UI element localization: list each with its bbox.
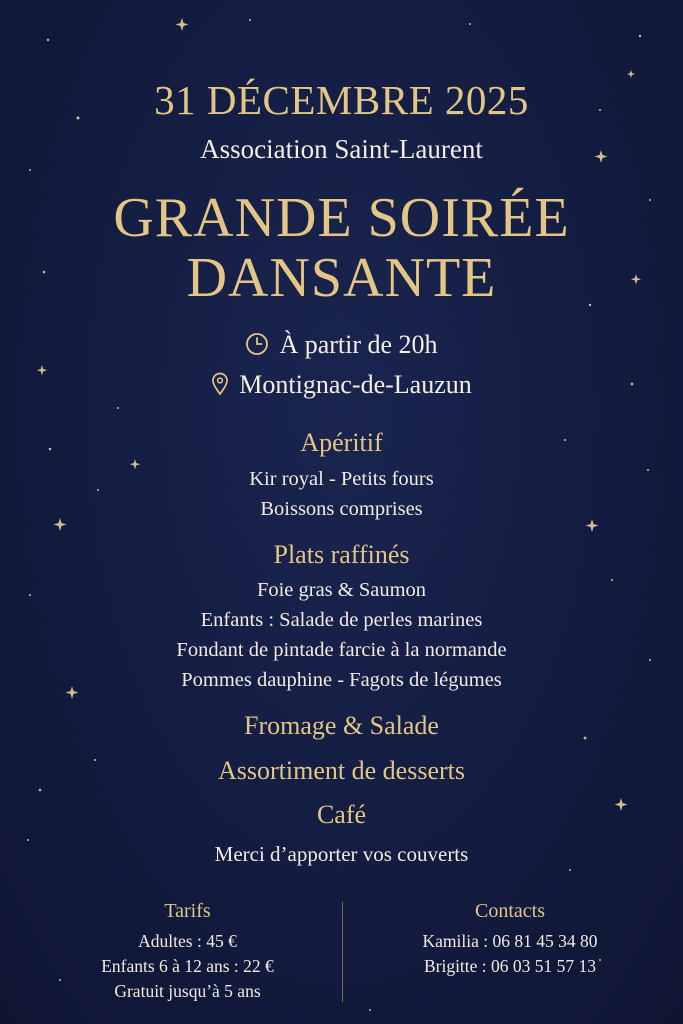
contacts-section — [365, 900, 655, 979]
menu-item: Fondant de pintade farcie à la normande — [176, 639, 507, 661]
time-text: À partir de 20h — [279, 330, 438, 359]
tarifs-section — [40, 900, 335, 1004]
event-title-line1: GRANDE SOIRÉE — [113, 187, 570, 249]
contacts-heading: Contacts — [475, 900, 545, 922]
tarif-line: Enfants 6 à 12 ans : 22 € — [101, 956, 274, 976]
cafe-heading: Café — [316, 800, 367, 829]
cutlery-note: Merci d’apporter vos couverts — [214, 842, 469, 866]
contact-line: Brigitte : 06 03 51 57 13 — [423, 956, 597, 976]
tarif-line: Adultes : 45 € — [138, 931, 237, 951]
event-title-line2: DANSANTE — [186, 247, 497, 309]
menu-item: Enfants : Salade de perles marines — [200, 609, 483, 631]
location-text: Montignac-de-Lauzun — [239, 370, 472, 399]
tarif-line: Gratuit jusqu’à 5 ans — [114, 981, 261, 1001]
plats-heading: Plats raffinés — [273, 540, 410, 569]
desserts-heading: Assortiment de desserts — [218, 756, 465, 785]
event-location — [0, 370, 683, 400]
clock-icon — [245, 332, 269, 356]
column-divider — [342, 902, 343, 1002]
event-time — [0, 330, 683, 360]
aperitif-heading: Apéritif — [300, 428, 383, 457]
association-name: Association Saint-Laurent — [200, 134, 483, 164]
contact-line: Kamilia : 06 81 45 34 80 — [422, 931, 598, 951]
menu-item: Kir royal - Petits fours — [249, 468, 434, 490]
menu-item: Boissons comprises — [260, 498, 423, 520]
tarifs-heading: Tarifs — [164, 900, 211, 922]
menu-item: Pommes dauphine - Fagots de légumes — [181, 669, 502, 691]
fromage-heading: Fromage & Salade — [244, 711, 439, 740]
event-date: 31 DÉCEMBRE 2025 — [154, 77, 529, 123]
map-pin-icon — [211, 372, 229, 396]
menu-item: Foie gras & Saumon — [256, 579, 427, 601]
